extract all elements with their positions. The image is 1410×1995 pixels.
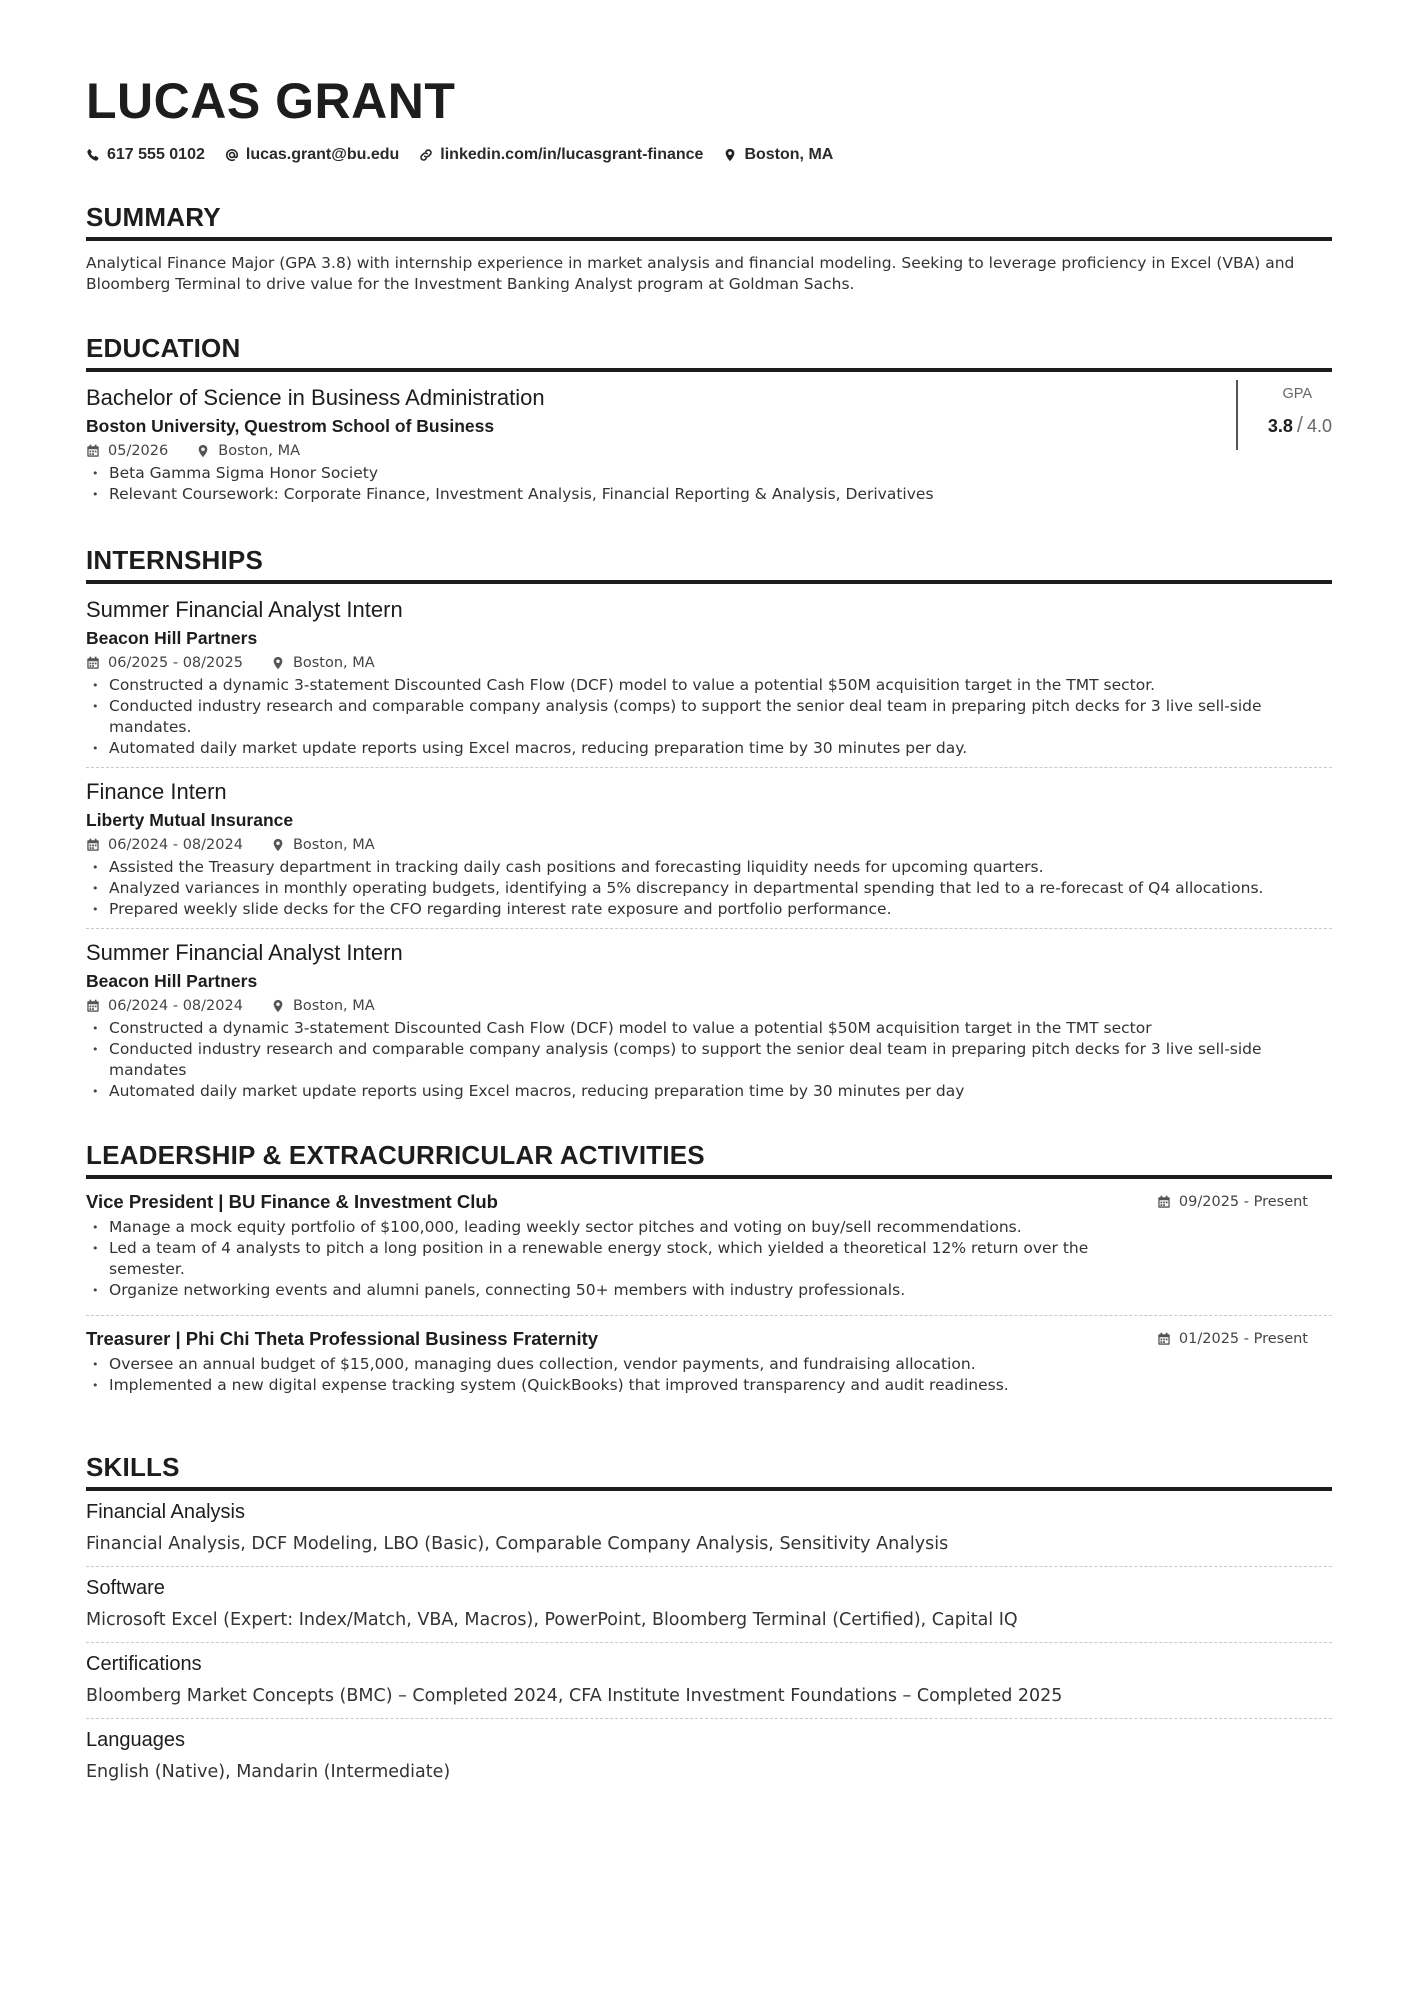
skills-section: [86, 1452, 1332, 1794]
date-range: 06/2024 - 08/2024: [108, 837, 243, 853]
gpa-value: [1238, 412, 1332, 438]
list-item: • Analyzed variances in monthly operating budgets, identifying a 5% discrepancy in departmental spending that led to a re-forecast of Q4 allocations.: [86, 878, 1332, 899]
gpa-box: [1236, 380, 1332, 450]
contact-email[interactable]: [225, 146, 399, 164]
internship-bullets: [86, 1018, 1332, 1102]
role-title: Summer Financial Analyst Intern: [86, 940, 403, 965]
internship-meta: [86, 655, 1332, 671]
internship-bullets: [86, 675, 1332, 759]
location: Boston, MA: [292, 998, 375, 1014]
leadership-bullets: [86, 1354, 1096, 1396]
leadership-date: [1157, 1331, 1308, 1347]
list-item: • Constructed a dynamic 3-statement Discounted Cash Flow (DCF) model to value a potential $50M acquisition target in the TMT sector.: [86, 675, 1332, 696]
map-pin-icon: [271, 656, 285, 670]
education-date: 05/2026: [108, 443, 169, 459]
email-text: lucas.grant@bu.edu: [245, 146, 400, 163]
skill-group: [86, 1567, 1332, 1643]
section-title: INTERNSHIPS: [86, 545, 1332, 584]
gpa-separator: /: [1296, 412, 1303, 437]
education-meta: [86, 443, 934, 459]
internship-meta: [86, 837, 1332, 853]
skill-category: Financial Analysis: [86, 1501, 245, 1523]
education-section: [86, 333, 1332, 513]
role-title: Finance Intern: [86, 779, 227, 804]
skill-items: Microsoft Excel (Expert: Index/Match, VBA, Macros), PowerPoint, Bloomberg Terminal (Certified), Capital IQ: [86, 1610, 1018, 1630]
gpa-max: 4.0: [1306, 416, 1332, 436]
internship-entry: [86, 768, 1332, 929]
location: Boston, MA: [292, 655, 375, 671]
map-pin-icon: [271, 999, 285, 1013]
education-location: Boston, MA: [218, 443, 301, 459]
skill-group: [86, 1491, 1332, 1567]
list-item: • Prepared weekly slide decks for the CFO regarding interest rate exposure and portfolio performance.: [86, 899, 1332, 920]
role-title: Summer Financial Analyst Intern: [86, 597, 403, 622]
skill-group: [86, 1643, 1332, 1719]
date-range: 01/2025 - Present: [1178, 1331, 1308, 1347]
list-item: • Organize networking events and alumni panels, connecting 50+ members with industry professionals.: [86, 1280, 1096, 1301]
internship-entry: [86, 584, 1332, 768]
leadership-title: Treasurer | Phi Chi Theta Professional Business Fraternity: [86, 1328, 599, 1349]
internship-bullets: [86, 857, 1332, 920]
list-item: • Conducted industry research and comparable company analysis (comps) to support the senior deal team in preparing pitch decks for 3 live sell-side mandates.: [86, 696, 1332, 738]
phone-text: 617 555 0102: [107, 146, 205, 163]
section-title: SUMMARY: [86, 202, 1332, 241]
map-pin-icon: [271, 838, 285, 852]
section-title: LEADERSHIP & EXTRACURRICULAR ACTIVITIES: [86, 1140, 1332, 1179]
leadership-entry: [86, 1179, 1332, 1316]
calendar-icon: [86, 838, 100, 852]
school-name: Boston University, Questrom School of Business: [86, 416, 495, 436]
phone-icon: [86, 148, 100, 162]
list-item: • Constructed a dynamic 3-statement Discounted Cash Flow (DCF) model to value a potential $50M acquisition target in the TMT sector: [86, 1018, 1332, 1039]
list-item: • Beta Gamma Sigma Honor Society: [86, 463, 934, 484]
list-item: • Led a team of 4 analysts to pitch a long position in a renewable energy stock, which yielded a theoretical 12% return over the semester.: [86, 1238, 1096, 1280]
education-bullets: [86, 463, 934, 505]
list-item: • Relevant Coursework: Corporate Finance, Investment Analysis, Financial Reporting & Analysis, Derivatives: [86, 484, 934, 505]
internships-section: [86, 545, 1332, 1110]
candidate-name: LUCAS GRANT: [86, 73, 456, 129]
resume-page: [86, 70, 1332, 1794]
list-item: • Automated daily market update reports using Excel macros, reducing preparation time by 30 minutes per day.: [86, 738, 1332, 759]
skill-category: Languages: [86, 1729, 185, 1751]
contact-phone[interactable]: [86, 146, 205, 164]
skill-category: Software: [86, 1577, 165, 1599]
skill-category: Certifications: [86, 1653, 202, 1675]
skill-group: [86, 1719, 1332, 1794]
location-text: Boston, MA: [744, 146, 834, 163]
company-name: Liberty Mutual Insurance: [86, 810, 294, 830]
date-range: 06/2024 - 08/2024: [108, 998, 243, 1014]
calendar-icon: [1157, 1195, 1171, 1209]
calendar-icon: [1157, 1332, 1171, 1346]
leadership-section: [86, 1140, 1332, 1410]
summary-section: [86, 202, 1332, 295]
internship-entry: [86, 929, 1332, 1110]
company-name: Beacon Hill Partners: [86, 971, 258, 991]
list-item: • Manage a mock equity portfolio of $100,000, leading weekly sector pitches and voting on buy/sell recommendations.: [86, 1217, 1096, 1238]
section-title: SKILLS: [86, 1452, 1332, 1491]
date-range: 09/2025 - Present: [1178, 1194, 1308, 1210]
list-item: • Assisted the Treasury department in tracking daily cash positions and forecasting liquidity needs for upcoming quarters.: [86, 857, 1332, 878]
calendar-icon: [86, 444, 100, 458]
calendar-icon: [86, 999, 100, 1013]
skill-items: English (Native), Mandarin (Intermediate): [86, 1762, 451, 1782]
map-pin-icon: [723, 148, 737, 162]
education-entry: [86, 372, 1332, 513]
link-icon: [419, 148, 433, 162]
gpa-label: GPA: [1282, 386, 1312, 402]
company-name: Beacon Hill Partners: [86, 628, 258, 648]
skill-items: Bloomberg Market Concepts (BMC) – Completed 2024, CFA Institute Investment Foundations – Completed 2025: [86, 1686, 1063, 1706]
date-range: 06/2025 - 08/2025: [108, 655, 243, 671]
contact-row: [86, 146, 1332, 164]
list-item: • Conducted industry research and comparable company analysis (comps) to support the senior deal team in preparing pitch decks for 3 live sell-side mandates: [86, 1039, 1332, 1081]
location: Boston, MA: [292, 837, 375, 853]
leadership-date: [1157, 1194, 1308, 1210]
section-title: EDUCATION: [86, 333, 1332, 372]
leadership-entry: [86, 1316, 1332, 1410]
list-item: • Implemented a new digital expense tracking system (QuickBooks) that improved transparency and audit readiness.: [86, 1375, 1096, 1396]
map-pin-icon: [196, 444, 210, 458]
contact-linkedin[interactable]: [419, 146, 703, 164]
calendar-icon: [86, 656, 100, 670]
leadership-title: Vice President | BU Finance & Investment Club: [86, 1191, 498, 1212]
contact-location: [723, 146, 833, 164]
internship-meta: [86, 998, 1332, 1014]
summary-text: Analytical Finance Major (GPA 3.8) with internship experience in market analysis and financial modeling. Seeking to leverage proficiency in Excel (VBA) and Bloomberg Terminal to drive value for the Investment Banking Analyst program at Goldman Sachs.: [86, 254, 1295, 293]
skill-items: Financial Analysis, DCF Modeling, LBO (Basic), Comparable Company Analysis, Sensitivity Analysis: [86, 1534, 949, 1554]
at-sign-icon: [225, 148, 239, 162]
list-item: • Automated daily market update reports using Excel macros, reducing preparation time by 30 minutes per day: [86, 1081, 1332, 1102]
gpa-score: 3.8: [1267, 416, 1293, 436]
list-item: • Oversee an annual budget of $15,000, managing dues collection, vendor payments, and fundraising allocation.: [86, 1354, 1096, 1375]
linkedin-text: linkedin.com/in/lucasgrant-finance: [440, 146, 704, 163]
leadership-bullets: [86, 1217, 1096, 1301]
degree-title: Bachelor of Science in Business Administration: [86, 385, 545, 410]
